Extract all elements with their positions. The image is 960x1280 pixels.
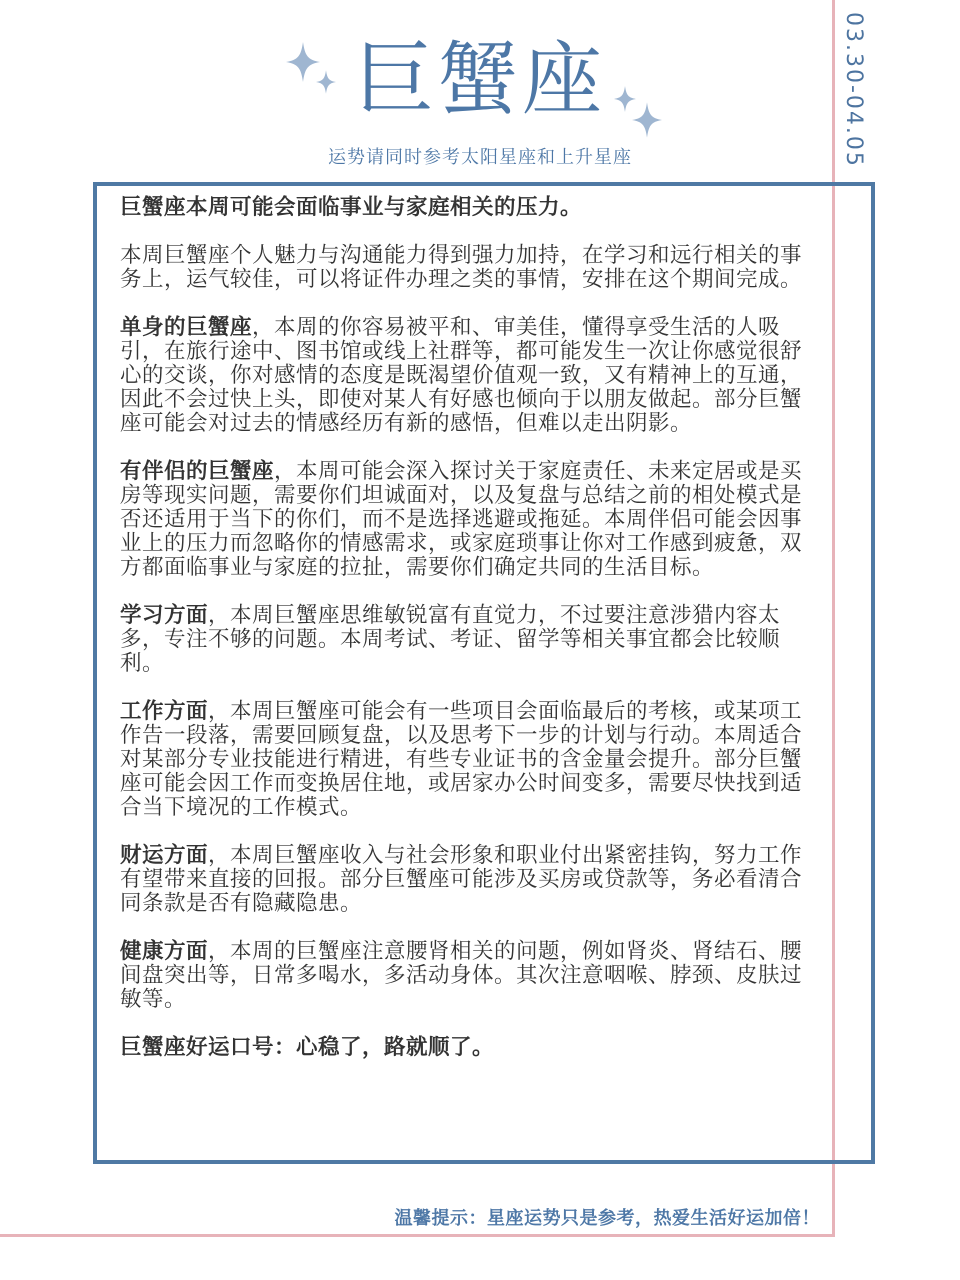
date-range: 03.30-04.05 bbox=[841, 12, 866, 168]
section-label: 学习方面 bbox=[120, 603, 209, 628]
section-label: 健康方面 bbox=[120, 939, 209, 964]
section-study bbox=[120, 604, 820, 676]
section-text: ，本周的巨蟹座注意腰肾相关的问题，例如肾炎、肾结石、腰间盘突出等，日常多喝水，多活动身体。其次注意咽喉、脖颈、皮肤过敏等。 bbox=[120, 939, 803, 1012]
section-label: 有伴侣的巨蟹座 bbox=[120, 459, 275, 484]
section-health bbox=[120, 940, 820, 1012]
section-text: ，本周的你容易被平和、审美佳，懂得享受生活的人吸引，在旅行途中、图书馆或线上社群等，都可能发生一次让你感觉很舒心的交谈，你对感情的态度是既渴望价值观一致，又有精神上的互通，因此不会过快上头，即使对某人有好感也倾向于以朋友做起。部分巨蟹座可能会对过去的情感经历有新的感悟，但难以走出阴影。 bbox=[120, 315, 803, 436]
lucky-slogan: 巨蟹座好运口号：心稳了，路就顺了。 bbox=[120, 1035, 495, 1060]
section-partnered bbox=[120, 460, 820, 580]
sparkle-icon-large-right bbox=[632, 102, 662, 138]
section-label: 财运方面 bbox=[120, 843, 209, 868]
section-label: 工作方面 bbox=[120, 699, 209, 724]
section-text: ，本周巨蟹座思维敏锐富有直觉力，不过要注意涉猎内容太多，专注不够的问题。本周考试、考证、留学等相关事宜都会比较顺利。 bbox=[120, 603, 781, 676]
page-subtitle: 运势请同时参考太阳星座和上升星座 bbox=[328, 147, 632, 168]
section-work bbox=[120, 700, 820, 820]
section-wealth bbox=[120, 844, 820, 916]
horoscope-content bbox=[120, 196, 820, 1084]
footer-tip: 温馨提示：星座运势只是参考，热爱生活好运加倍！ bbox=[394, 1208, 820, 1229]
section-text: ，本周可能会深入探讨关于家庭责任、未来定居或是买房等现实问题，需要你们坦诚面对，以及复盘与总结之前的相处模式是否还适用于当下的你们，而不是选择逃避或拖延。本周伴侣可能会因事业上的压力而忽略你的情感需求，或家庭琐事让你对工作感到疲惫，双方都面临事业与家庭的拉扯，需要你们确定共同的生活目标。 bbox=[120, 459, 803, 580]
intro-paragraph: 本周巨蟹座个人魅力与沟通能力得到强力加持，在学习和远行相关的事务上，运气较佳，可以将证件办理之类的事情，安排在这个期间完成。 bbox=[120, 243, 803, 292]
sparkle-icon-large-left bbox=[286, 42, 320, 82]
sparkle-icon-small-left bbox=[316, 70, 336, 94]
section-text: ，本周巨蟹座可能会有一些项目会面临最后的考核，或某项工作告一段落，需要回顾复盘，以及思考下一步的计划与行动。本周适合对某部分专业技能进行精进，有些专业证书的含金量会提升。部分巨蟹座可能会因工作而变换居住地，或居家办公时间变多，需要尽快找到适合当下境况的工作模式。 bbox=[120, 699, 803, 820]
lead-paragraph: 巨蟹座本周可能会面临事业与家庭相关的压力。 bbox=[120, 195, 583, 220]
section-single bbox=[120, 316, 820, 436]
page-title: 巨蟹座 bbox=[354, 33, 606, 126]
section-label: 单身的巨蟹座 bbox=[120, 315, 253, 340]
decorative-horizontal-line bbox=[0, 1234, 835, 1237]
section-text: ，本周巨蟹座收入与社会形象和职业付出紧密挂钩，努力工作有望带来直接的回报。部分巨蟹座可能涉及买房或贷款等，务必看清合同条款是否有隐藏隐患。 bbox=[120, 843, 803, 916]
